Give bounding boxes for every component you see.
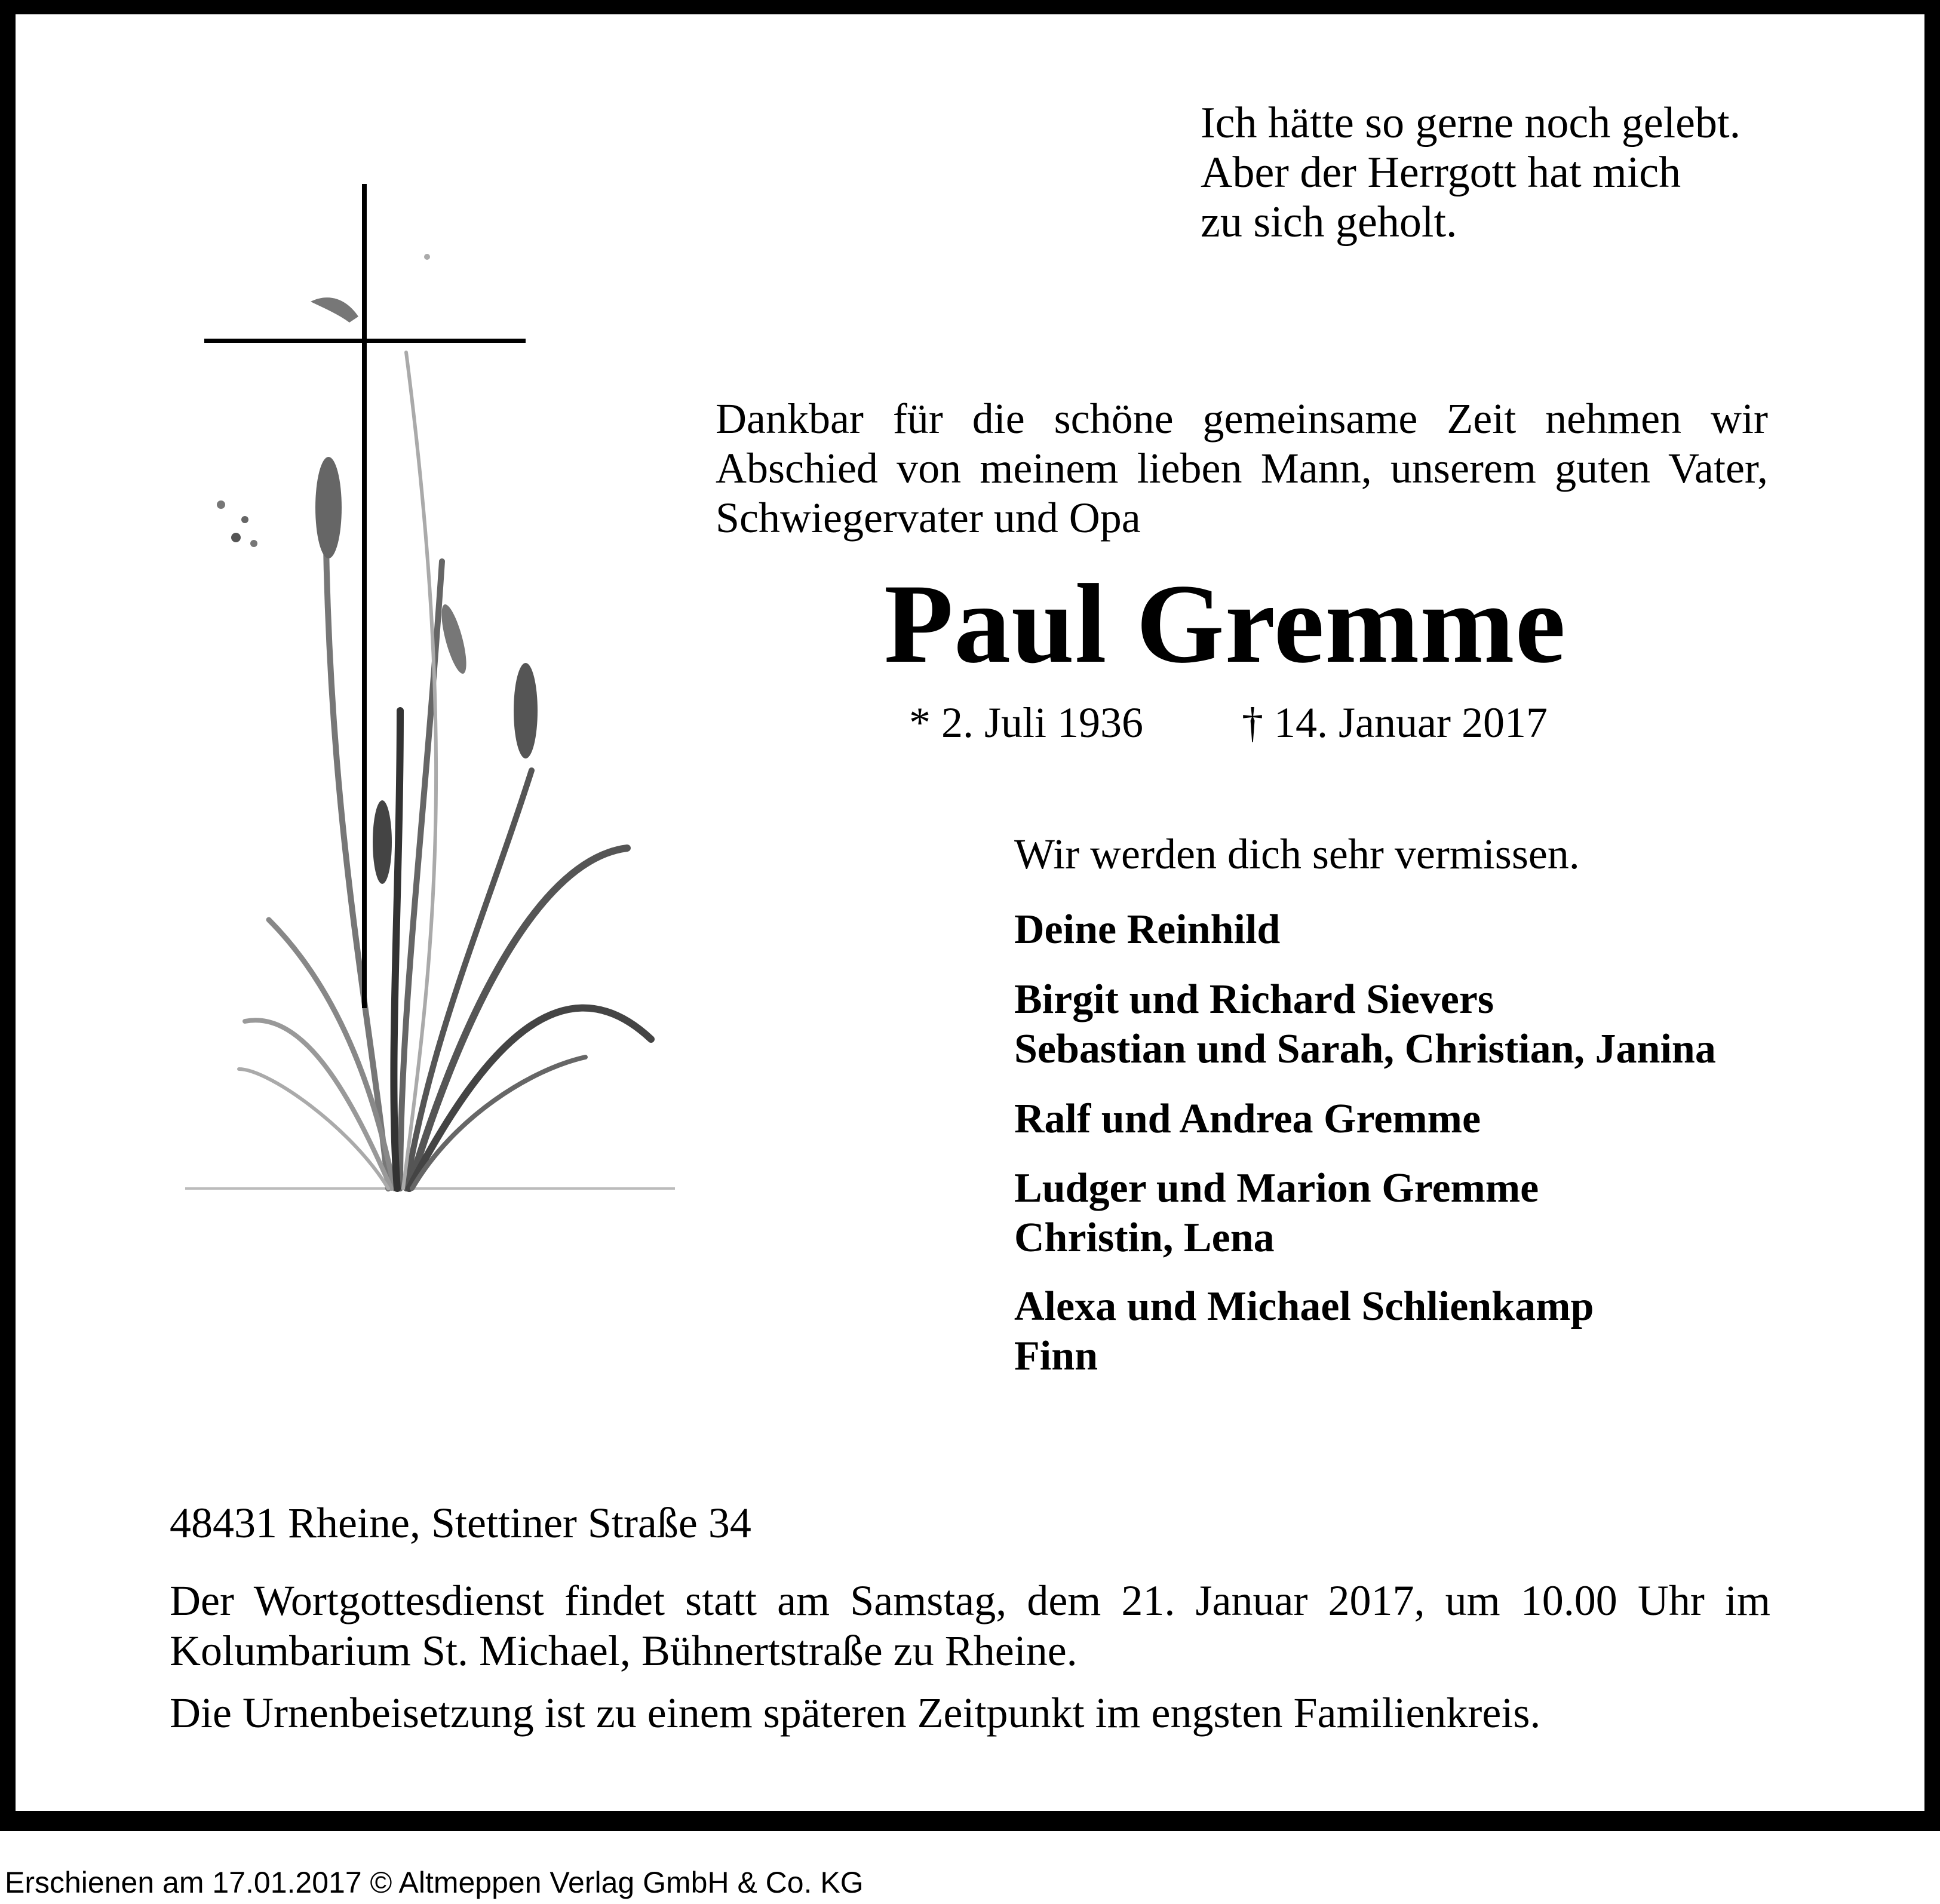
address: 48431 Rheine, Stettiner Straße 34: [170, 1499, 751, 1547]
family-line: Deine Reinhild: [1014, 907, 1281, 953]
poem-line: Ich hätte so gerne noch gelebt.: [1201, 99, 1741, 148]
family-line: Alexa und Michael Schlienkamp: [1014, 1283, 1594, 1329]
poem-line: zu sich geholt.: [1201, 198, 1457, 247]
intro-line: Schwiegervater und Opa: [716, 494, 1141, 542]
intro-line: Abschied von meinem lieben Mann, unserem guten Vater,: [716, 444, 1768, 492]
service-line: Kolumbarium St. Michael, Bühnertstraße zu Rheine.: [170, 1627, 1078, 1675]
family-group: [1014, 1094, 1481, 1144]
birth-date: * 2. Juli 1936: [909, 699, 1144, 747]
poem-line: Aber der Herrgott hat mich: [1201, 148, 1681, 197]
deceased-name: Paul Gremme: [884, 561, 1566, 687]
service-info: [170, 1576, 1770, 1676]
family-group: [1014, 975, 1716, 1074]
family-line: Christin, Lena: [1014, 1215, 1275, 1261]
family-line: Ralf und Andrea Gremme: [1014, 1096, 1481, 1142]
intro-line: Dankbar für die schöne gemeinsame Zeit nehmen wir: [716, 395, 1768, 443]
service-line: Der Wortgottesdienst findet statt am Samstag, dem 21. Januar 2017, um 10.00 Uhr im: [170, 1577, 1770, 1624]
family-group: [1014, 1163, 1539, 1263]
family-line: Birgit und Richard Sievers: [1014, 976, 1494, 1022]
family-line: Ludger und Marion Gremme: [1014, 1165, 1539, 1211]
death-date: † 14. Januar 2017: [1242, 699, 1548, 747]
burial-info: Die Urnenbeisetzung ist zu einem späteren Zeitpunkt im engsten Familienkreis.: [170, 1689, 1541, 1737]
family-line: Sebastian und Sarah, Christian, Janina: [1014, 1026, 1716, 1072]
family-group: [1014, 1282, 1594, 1381]
intro-text: [716, 394, 1768, 543]
publication-footer: Erschienen am 17.01.2017 © Altmeppen Verlag GmbH & Co. KG: [5, 1866, 864, 1899]
family-line: Finn: [1014, 1333, 1098, 1379]
cross-with-reeds-icon: [173, 173, 687, 1200]
life-dates: [909, 698, 1548, 748]
family-group: [1014, 905, 1280, 954]
farewell-text: Wir werden dich sehr vermissen.: [1014, 830, 1580, 878]
poem: [1201, 99, 1741, 247]
